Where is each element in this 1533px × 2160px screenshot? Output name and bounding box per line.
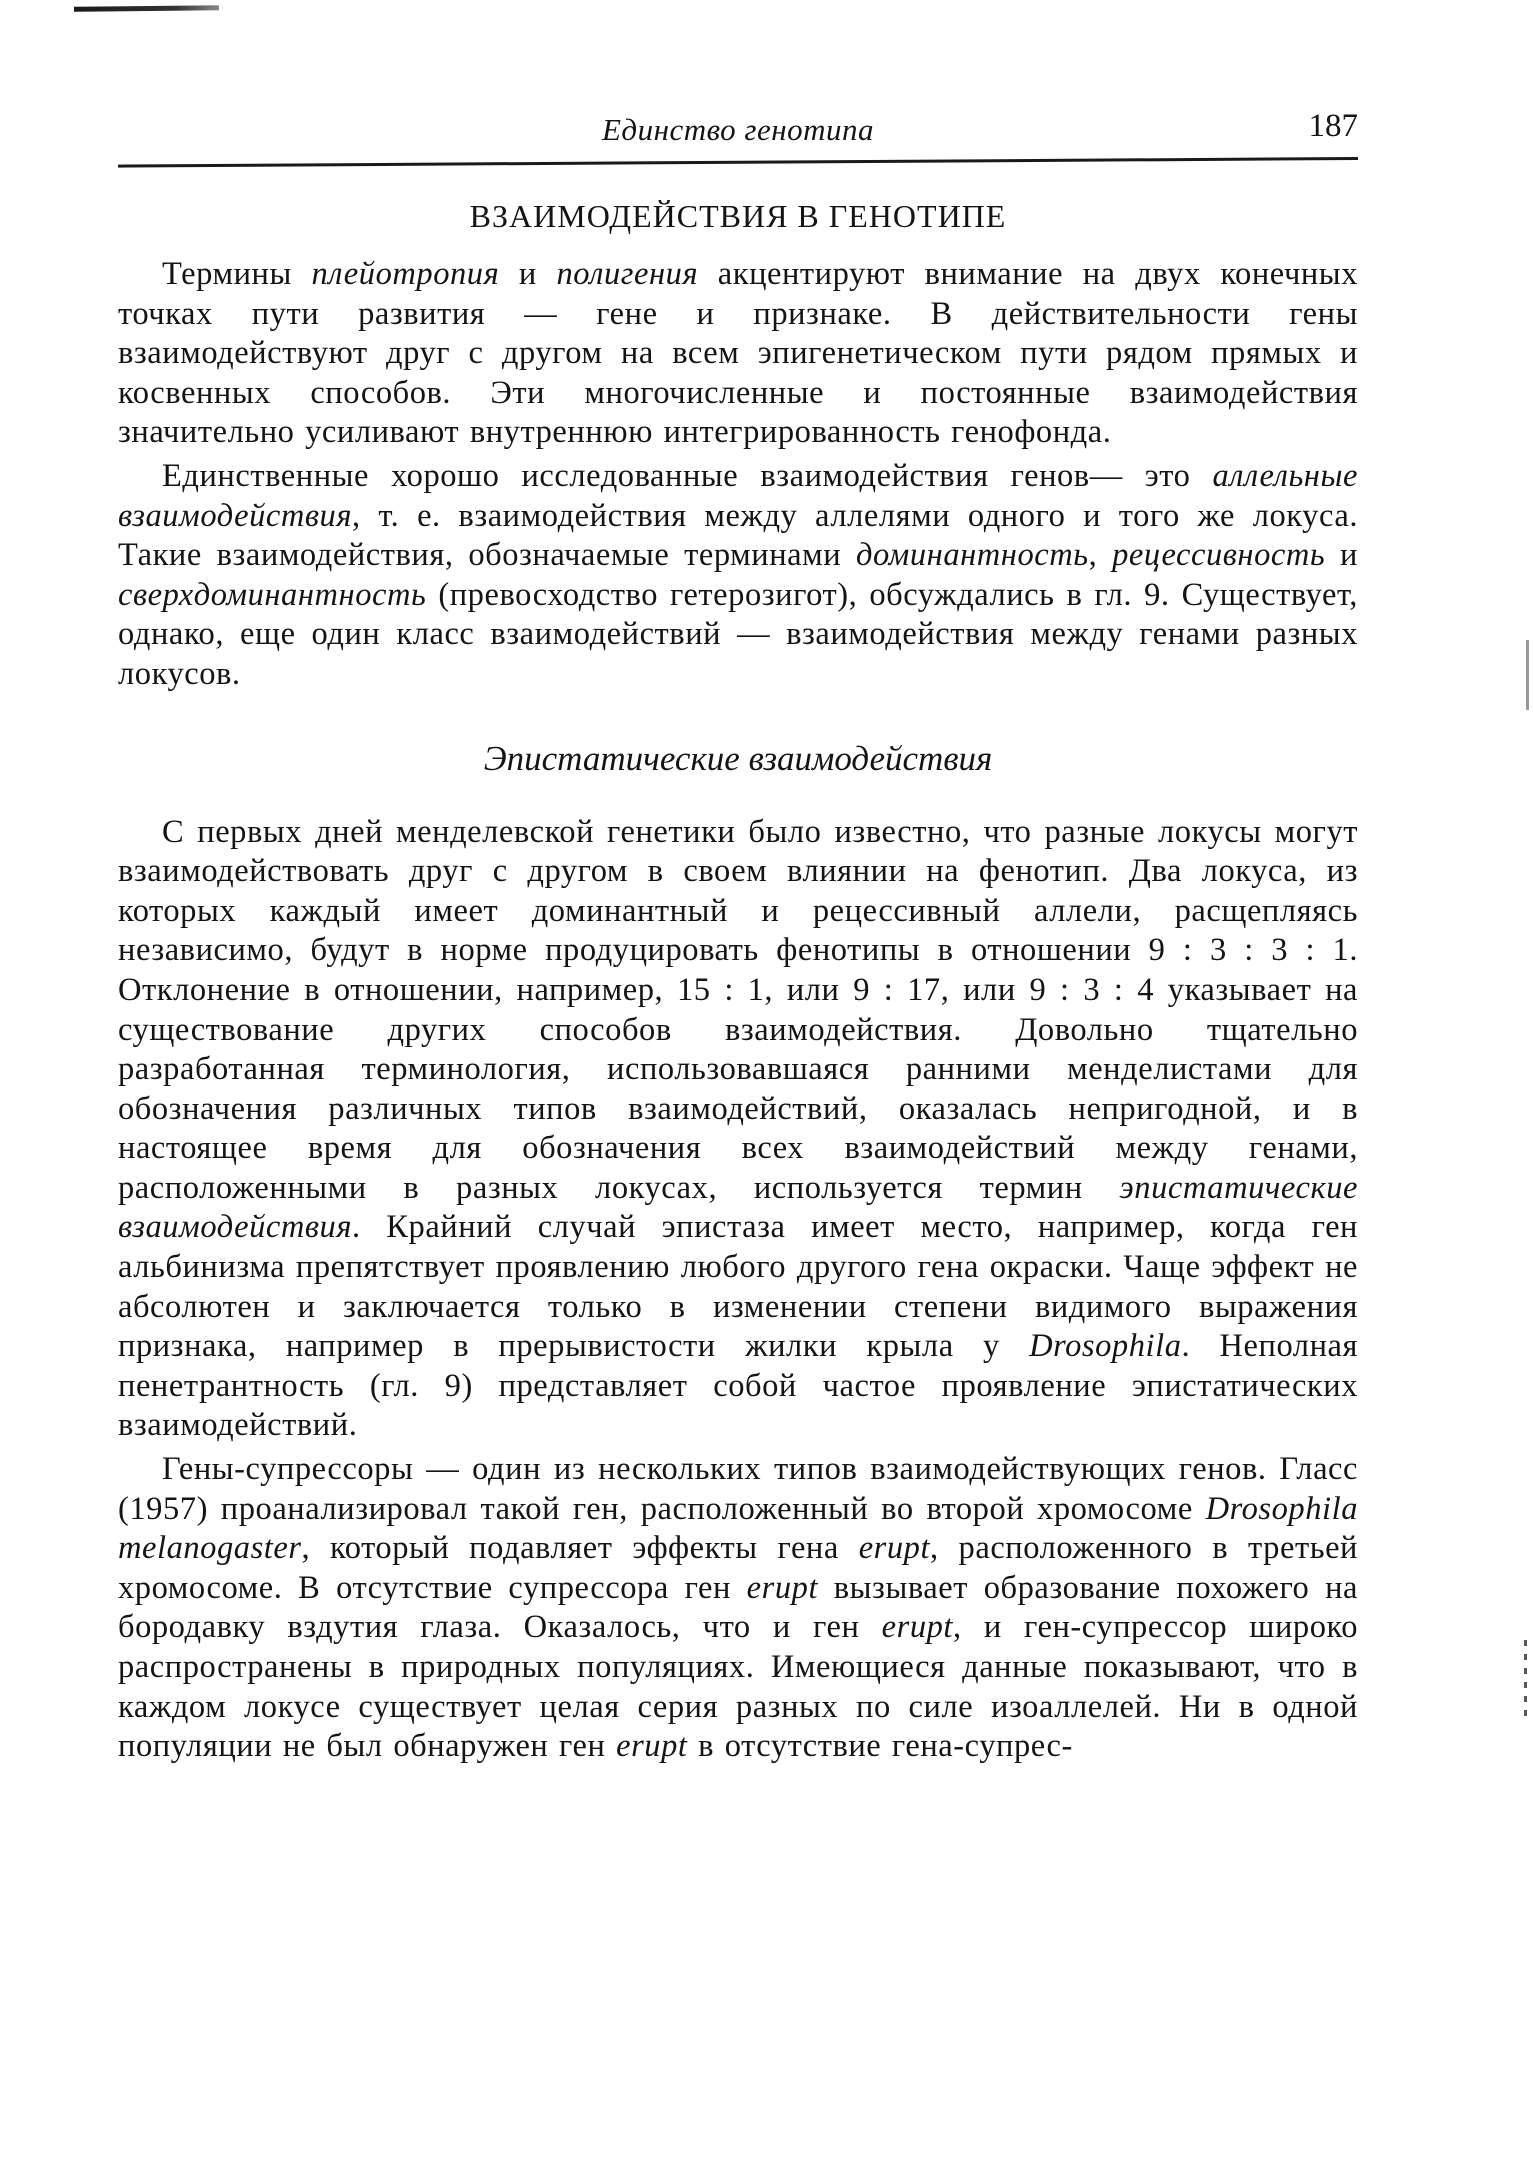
text-run: . Крайний случай эпистаза имеет место, например, когда ген альбинизма препятствует проявлению любого другого гена окраски. Чаще эффект не абсолютен и заключается только в изменении степени видимого выражения признака, например в прерывистости жилки крыла у — [118, 1209, 1358, 1365]
text-run: и — [1325, 537, 1358, 574]
header-rule — [118, 157, 1358, 168]
term-overdominance: сверхдоминантность — [118, 576, 427, 613]
text-run: Единственные хорошо исследованные взаимодействия генов— это — [162, 457, 1213, 494]
term-drosophila-melanogaster: Drosophila melanogaster — [118, 1490, 1358, 1567]
book-page — [118, 100, 1358, 1767]
scan-edge-marks — [1524, 1640, 1527, 1720]
running-head — [118, 100, 1358, 160]
term-pleiotropy: плейотропия — [311, 256, 500, 292]
text-run: , который подавляет эффекты гена — [301, 1530, 859, 1567]
text-run: , и ген-супрессор широко распространены в природных популяциях. Имеющиеся данные показывают, что в каждом локусе существует целая серия разных по силе изоаллелей. Ни в одной популяции не был обнаружен ген — [118, 1609, 1359, 1765]
text-run: Гены-супрессоры — один из нескольких типов взаимодействующих генов. Гласс (1957) проанализировал такой ген, расположенный во второй хромосоме — [118, 1451, 1358, 1527]
term-erupt: erupt — [746, 1569, 819, 1606]
paragraph-allelic-interactions — [118, 457, 1358, 695]
section-title: ВЗАИМОДЕЙСТВИЯ В ГЕНОТИПЕ — [469, 198, 1007, 234]
text-run: и — [499, 256, 557, 292]
term-dominance: доминантность — [856, 537, 1089, 574]
running-head-title: Единство генотипа — [601, 112, 875, 147]
term-recessiveness: рецессивность — [1112, 537, 1326, 574]
paragraph-epistasis — [118, 813, 1358, 1447]
term-erupt: erupt — [616, 1728, 688, 1765]
term-erupt: erupt — [858, 1530, 931, 1567]
term-epistatic-interactions: эпистатические взаимодействия — [118, 1169, 1358, 1246]
term-drosophila: Drosophila — [1029, 1328, 1182, 1365]
page-number: 187 — [1308, 108, 1358, 144]
text-run: , — [1088, 537, 1113, 574]
text-run: Термины — [162, 256, 312, 292]
text-run: в отсутствие гена-супрес- — [687, 1728, 1073, 1765]
term-allelic-interactions: аллельные взаимодействия — [118, 457, 1358, 534]
paragraph-pleiotropy — [118, 255, 1358, 453]
text-run: С первых дней менделевской генетики было известно, что разные локусы могут взаимодействовать друг с другом в своем влиянии на фенотип. Два локуса, из которых каждый имеет доминантный и рецессивный аллели, расщепляясь независимо, будут в норме продуцировать фенотипы в отношении 9 : 3 : 3 : 1. Отклонение в отношении, например, 15 : 1, или 9 : 17, или 9 : 3 : 4 указывает на существование других способов взаимодействия. Довольно тщательно разработанная терминология, использовавшаяся ранними менделистами для обозначения различных типов взаимодействий, оказалась непригодной, и в настоящее время для обозначения всех взаимодействий между генами, расположенными в разных локусах, используется термин — [118, 813, 1358, 1206]
scan-edge-mark — [1526, 640, 1529, 710]
text-run: вызывает образование похожего на бородавку вздутия глаза. Оказалось, что и ген — [118, 1569, 1358, 1646]
text-run: . Неполная пенетрантность (гл. 9) представляет собой частое проявление эпистатических взаимодействий. — [118, 1328, 1358, 1444]
term-erupt: erupt — [881, 1609, 953, 1646]
subsection-title: Эпистатические взаимодействия — [483, 738, 993, 778]
scan-artifact-mark — [74, 5, 219, 12]
text-run: (превосходство гетерозигот), обсуждались в гл. 9. Существует, однако, еще один класс взаимодействий — взаимодействия между генами разных локусов. — [118, 576, 1358, 692]
term-polygeny: полигения — [556, 256, 699, 292]
text-run: , т. е. взаимодействия между аллелями одного и того же локуса. Такие взаимодействия, обозначаемые терминами — [118, 497, 1358, 574]
paragraph-suppressor-genes — [118, 1450, 1358, 1767]
text-run: акцентируют внимание на двух конечных точках пути развития — гене и признаке. В действительности гены взаимодействуют друг с другом на всем эпигенетическом пути рядом прямых и косвенных способов. Эти многочисленные и постоянные взаимодействия значительно усиливают внутреннюю интегрированность генофонда. — [118, 256, 1358, 451]
text-run: , расположенного в третьей хромосоме. В отсутствие супрессора ген — [118, 1530, 1358, 1606]
